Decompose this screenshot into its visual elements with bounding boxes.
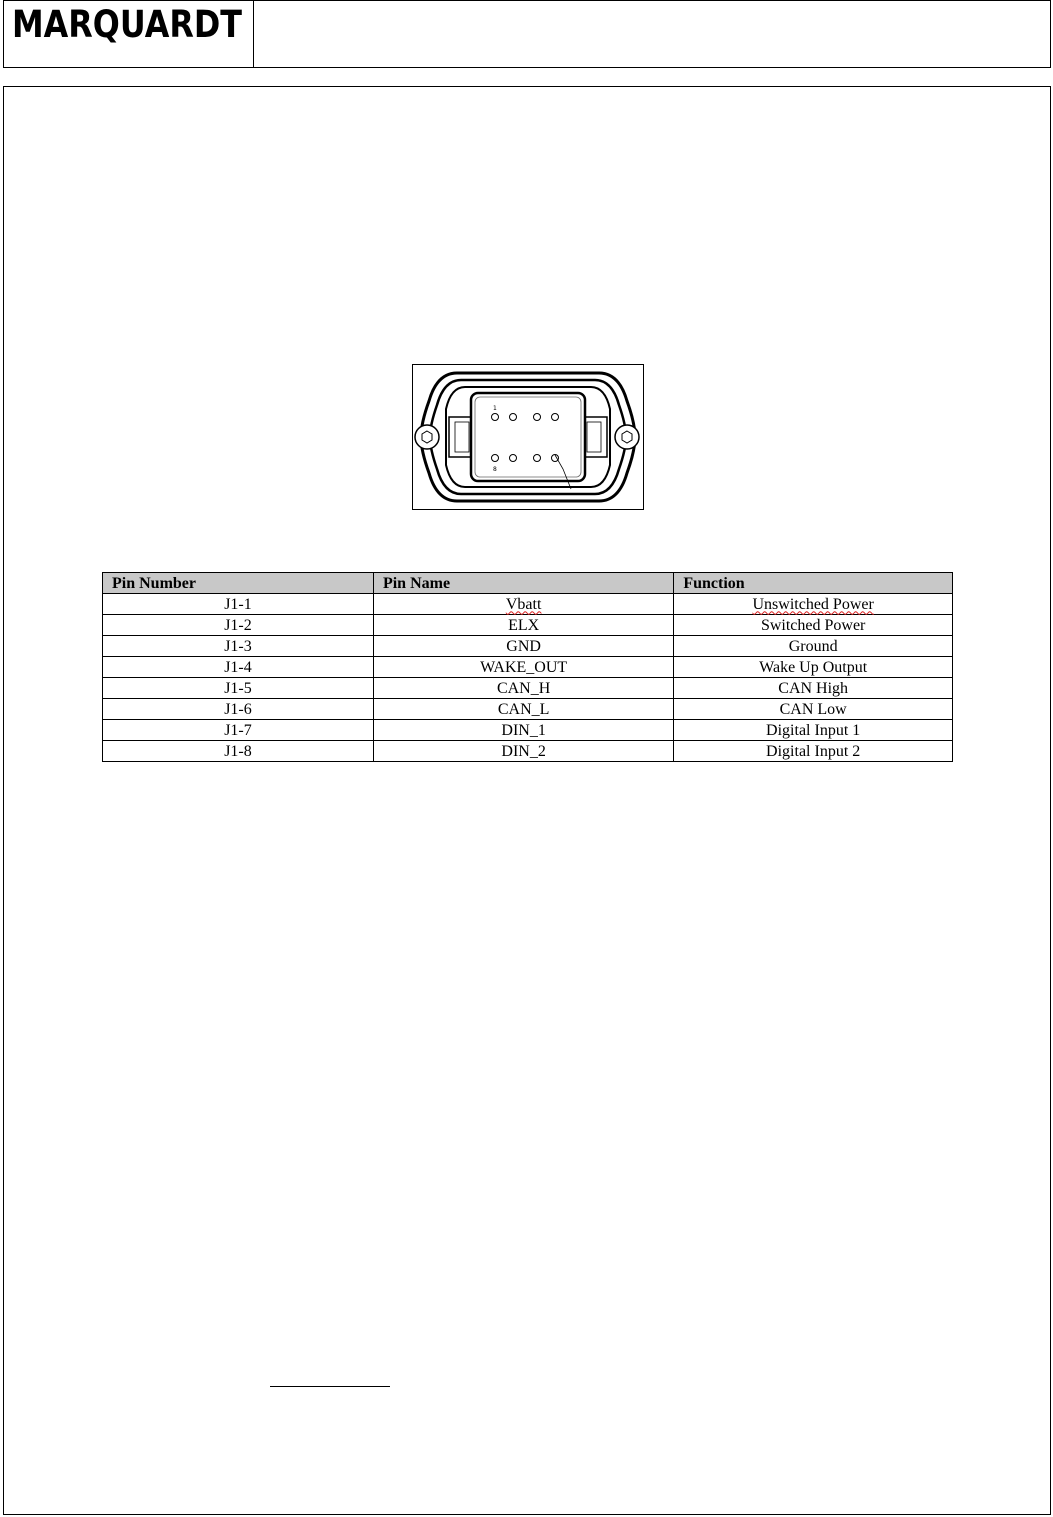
pin-name: GND [373,636,673,657]
pin-label-8: 8 [493,466,497,473]
pin-3 [534,414,541,421]
header-pin-name: Pin Name [373,573,673,594]
pin-function: Switched Power [674,615,953,636]
table-row [103,615,953,636]
content-frame [3,86,1051,1515]
header-function: Function [674,573,953,594]
connector-figure [412,364,644,510]
pin-1 [492,414,499,421]
pin-4 [552,414,559,421]
pin-label-1: 1 [493,405,497,412]
latch-right [585,417,607,457]
pin-name-text: Vbatt [505,595,542,613]
table-row [103,678,953,699]
pin-table [102,572,953,762]
table-row [103,594,953,615]
pin-name: ELX [373,615,673,636]
latch-left-inner [455,422,469,452]
page-header [3,0,1051,68]
table-row [103,657,953,678]
latch-left [449,417,471,457]
pin-2 [510,414,517,421]
pin-6 [534,455,541,462]
pin-table-header [103,573,953,594]
pin-function [674,594,953,615]
logo-cell [4,1,254,67]
pin-number: J1-3 [103,636,374,657]
pin-name: CAN_L [373,699,673,720]
pin-name: WAKE_OUT [373,657,673,678]
pin-name: CAN_H [373,678,673,699]
pin-function: Digital Input 2 [674,741,953,762]
underline-rule [270,1386,390,1387]
header-pin-number: Pin Number [103,573,374,594]
pin-number: J1-5 [103,678,374,699]
pin-function-text: Unswitched Power [752,595,874,613]
latch-right-inner [587,422,601,452]
pin-number: J1-2 [103,615,374,636]
pin-number: J1-7 [103,720,374,741]
pin-number: J1-6 [103,699,374,720]
pin-name [373,594,673,615]
table-row [103,741,953,762]
pin-function: CAN High [674,678,953,699]
mounting-screw-right [615,425,639,449]
pin-number: J1-4 [103,657,374,678]
pin-8 [492,455,499,462]
pin-function: Digital Input 1 [674,720,953,741]
table-row [103,699,953,720]
table-row [103,636,953,657]
mounting-screw-left [415,425,439,449]
company-logo: MARQUARDT [12,3,242,46]
pin-cavity-inner [475,397,581,477]
pin-function: CAN Low [674,699,953,720]
pin-name: DIN_1 [373,720,673,741]
connector-drawing [413,365,643,509]
table-row [103,720,953,741]
pin-cavity [471,393,585,481]
pin-7 [510,455,517,462]
pin-function: Wake Up Output [674,657,953,678]
pin-number: J1-8 [103,741,374,762]
pin-function: Ground [674,636,953,657]
pin-name: DIN_2 [373,741,673,762]
pin-number: J1-1 [103,594,374,615]
